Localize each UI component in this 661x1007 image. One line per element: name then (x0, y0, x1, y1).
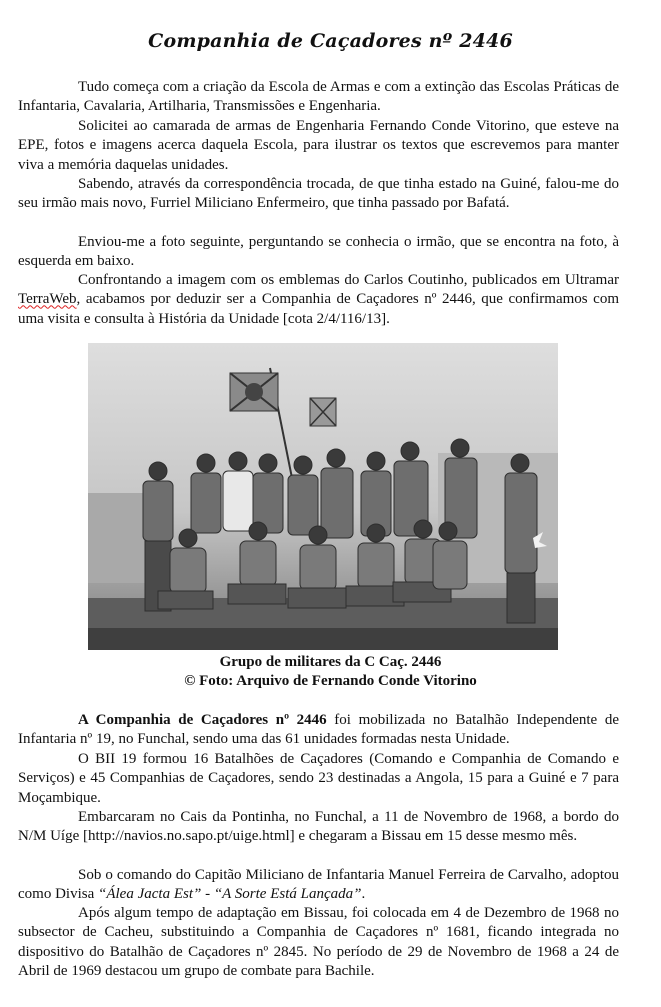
intro-paragraph-5-text-a: Confrontando a imagem com os emblemas do Carlos Coutinho, publicados em Ultramar (78, 272, 619, 288)
body-paragraph-3: Embarcaram no Cais da Pontinha, no Funchal, a 11 de Novembro de 1968, a bordo do N/M Uíge [http://navios.no.sapo.pt/uige.html] e chegaram a Bissau em 15 desse mesmo mês. (18, 809, 619, 845)
photo-caption: Grupo de militares da C Caç. 2446 (219, 654, 442, 670)
intro-paragraph-3: Sabendo, através da correspondência trocada, de que tinha estado na Guiné, falou-me do seu irmão mais novo, Furriel Miliciano Enfermeiro, que tinha passado por Bafatá. (18, 176, 619, 212)
intro-paragraph-1: Tudo começa com a criação da Escola de Armas e com a extinção das Escolas Práticas de Infantaria, Cavalaria, Artilharia, Transmissões e Engenharia. (18, 79, 619, 115)
terraweb-link[interactable]: TerraWeb (18, 291, 77, 308)
intro-paragraph-2: Solicitei ao camarada de armas de Engenharia Fernando Conde Vitorino, que esteve na EPE, fotos e imagens acerca daquela Escola, para ilustrar os textos que escrevemos para manter viva a memória daquelas unidades. (18, 118, 619, 173)
body-paragraph-1 (18, 711, 619, 750)
body-paragraph-2: O BII 19 formou 16 Batalhões de Caçadores (Comando e Companhia de Comando e Serviços) e 45 Companhias de Caçadores, sendo 23 destinadas a Angola, 15 para a Guiné e 7 para Moçambique. (18, 751, 619, 806)
body-paragraph-5: Após algum tempo de adaptação em Bissau, foi colocada em 4 de Dezembro de 1968 no subsector de Cacheu, substituindo a Companhia de Caçadores nº 1681, ficando integrada no dispositivo do Batalhão de Caçadores nº 2845. No período de 29 de Novembro de 1968 a 24 de Abril de 1969 destacou um grupo de combate para Bachile. (18, 905, 619, 980)
page-title: Companhia de Caçadores nº 2446 (148, 30, 513, 52)
flag (230, 373, 278, 411)
body-paragraph-4-text-a: Sob o comando do Capitão Miliciano de Infantaria Manuel Ferreira de Carvalho, adoptou como Divisa (18, 867, 619, 903)
motto: “Álea Jacta Est” - “A Sorte Está Lançada” (98, 886, 362, 903)
intro-paragraph-5-text-b: , acabamos por deduzir ser a Companhia de Caçadores nº 2446, que confirmamos com uma visita e consulta à História da Unidade [cota 2/4/116/13]. (18, 291, 619, 327)
body-paragraph-4 (18, 866, 619, 905)
body-paragraph-4-text-b: . (361, 886, 366, 903)
intro-paragraph-4: Enviou-me a foto seguinte, perguntando se conhecia o irmão, que se encontra na foto, à esquerda em baixo. (18, 234, 619, 270)
group-photo (88, 343, 558, 650)
pennant (310, 398, 336, 426)
intro-paragraph-5 (18, 271, 619, 329)
photo-credit: © Foto: Arquivo de Fernando Conde Vitorino (184, 673, 477, 689)
company-name-bold: A Companhia de Caçadores nº 2446 (78, 712, 327, 728)
body-paragraph-1-text: foi mobilizada no Batalhão Independente de Infantaria nº 19, no Funchal, sendo uma das 61 unidades formadas nesta Unidade. (18, 712, 619, 748)
group-photo-image (88, 343, 558, 650)
